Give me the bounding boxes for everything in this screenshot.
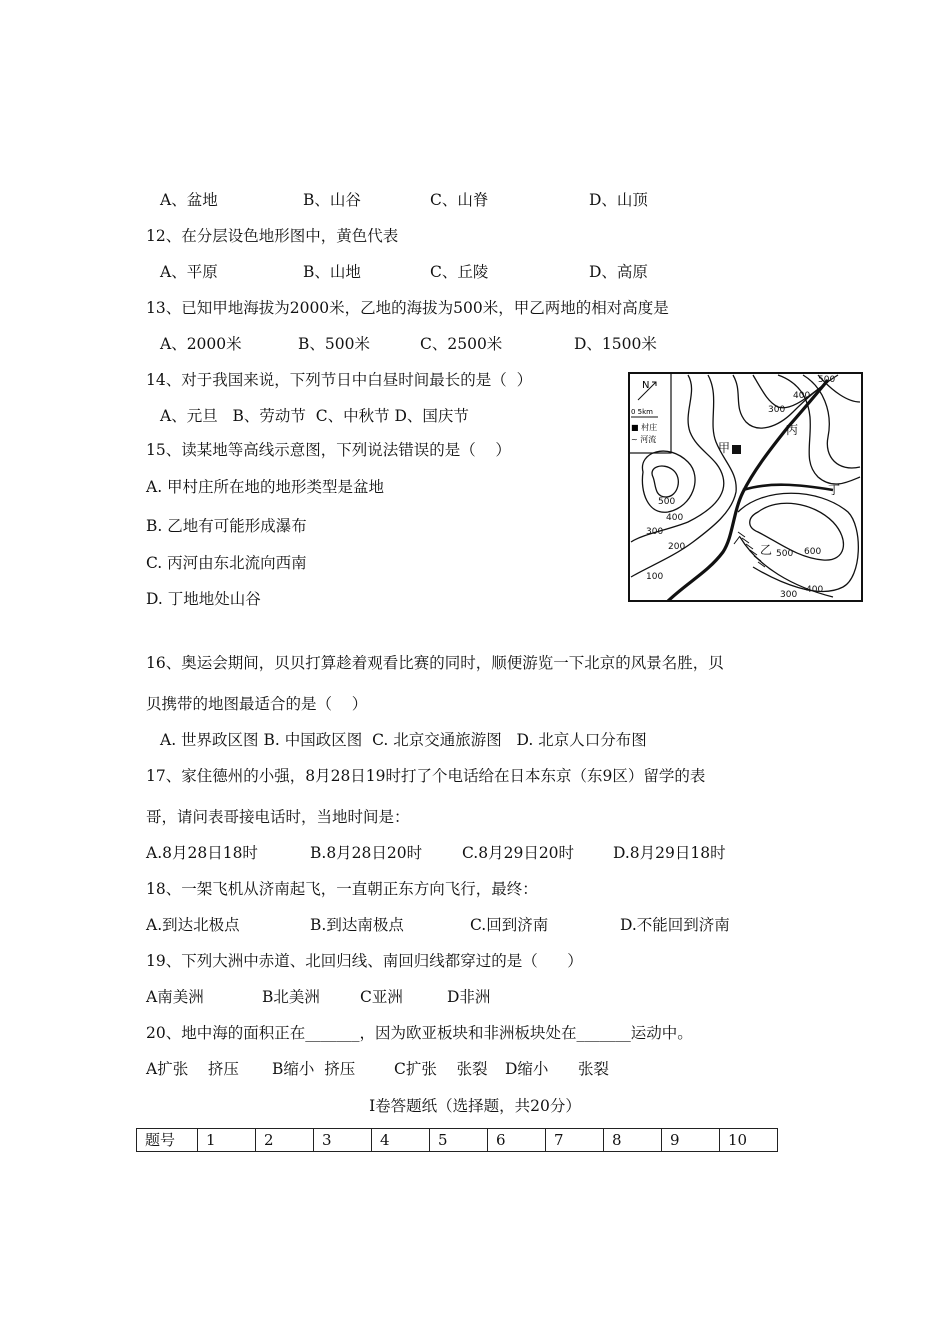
answer-cell[interactable]: 1	[198, 1129, 256, 1152]
q14-options: A、元旦 B、劳动节 C、中秋节 D、国庆节	[160, 407, 469, 425]
q12-option-d: D、高原	[589, 263, 648, 281]
q20-option-b: B缩小 挤压	[272, 1060, 356, 1078]
answer-cell[interactable]: 6	[488, 1129, 546, 1152]
contour-label: 500	[776, 549, 794, 559]
q15-option-c: C. 丙河由东北流向西南	[146, 554, 307, 572]
q16-stem-line1: 16、奥运会期间，贝贝打算趁着观看比赛的同时，顺便游览一下北京的风景名胜，贝	[146, 654, 724, 672]
place-ding: 丁	[828, 483, 841, 497]
contour-map	[628, 372, 863, 602]
q15-option-a: A. 甲村庄所在地的地形类型是盆地	[146, 478, 385, 496]
answer-sheet-row	[137, 1129, 778, 1152]
scale-label: 0 5km	[631, 408, 654, 416]
place-jia: 甲	[718, 441, 731, 455]
north-label: N	[642, 380, 650, 391]
q19-option-b: B北美洲	[262, 988, 320, 1006]
answer-cell[interactable]: 7	[546, 1129, 604, 1152]
contour-label: 100	[646, 572, 664, 582]
q20-option-a: A扩张 挤压	[146, 1060, 239, 1078]
answer-sheet-title: I卷答题纸（选择题，共20分）	[369, 1097, 581, 1115]
q13-option-b: B、500米	[298, 335, 370, 353]
answer-cell[interactable]: 10	[720, 1129, 778, 1152]
answer-sheet-table	[136, 1128, 778, 1152]
legend-river: ~ 河流	[631, 435, 657, 444]
q11-option-a: A、盆地	[160, 191, 218, 209]
contour-label: 500	[818, 375, 836, 385]
q19-option-d: D非洲	[447, 988, 491, 1006]
q19-option-c: C亚洲	[360, 988, 403, 1006]
q12-option-b: B、山地	[303, 263, 361, 281]
contour-label: 300	[646, 527, 664, 537]
village-marker-icon	[732, 445, 741, 454]
q18-option-b: B.到达南极点	[310, 916, 404, 934]
q16-stem-line2: 贝携带的地图最适合的是（ ）	[146, 695, 368, 713]
q17-stem-line1: 17、家住德州的小强，8月28日19时打了个电话给在日本东京（东9区）留学的表	[146, 767, 706, 785]
q18-option-d: D.不能回到济南	[620, 916, 730, 934]
q20-stem: 20、地中海的面积正在_______，因为欧亚板块和非洲板块处在_______运动中。	[146, 1024, 693, 1042]
q19-option-a: A南美洲	[146, 988, 204, 1006]
contour-label: 400	[666, 513, 684, 523]
answer-cell[interactable]: 2	[256, 1129, 314, 1152]
contour-label: 400	[806, 585, 824, 595]
contour-label: 300	[780, 590, 798, 600]
q11-option-c: C、山脊	[430, 191, 489, 209]
contour-label: 200	[668, 542, 686, 552]
answer-cell[interactable]: 5	[430, 1129, 488, 1152]
contour-label: 600	[804, 547, 822, 557]
answer-cell[interactable]: 4	[372, 1129, 430, 1152]
q19-stem: 19、下列大洲中赤道、北回归线、南回归线都穿过的是（ ）	[146, 952, 583, 970]
q12-stem: 12、在分层设色地形图中，黄色代表	[146, 227, 399, 245]
contour-label: 400	[793, 391, 811, 401]
q13-option-a: A、2000米	[160, 335, 242, 353]
q17-option-a: A.8月28日18时	[146, 844, 258, 862]
q17-stem-line2: 哥，请问表哥接电话时，当地时间是：	[146, 808, 410, 826]
contour-label: 500	[658, 497, 676, 507]
q20-option-d: D缩小 张裂	[505, 1060, 609, 1078]
answer-cell[interactable]: 9	[662, 1129, 720, 1152]
q16-options: A. 世界政区图 B. 中国政区图 C. 北京交通旅游图 D. 北京人口分布图	[160, 731, 647, 749]
place-bing: 丙	[786, 423, 799, 437]
q11-option-d: D、山顶	[589, 191, 648, 209]
q17-option-c: C.8月29日20时	[462, 844, 575, 862]
q13-stem: 13、已知甲地海拔为2000米，乙地的海拔为500米，甲乙两地的相对高度是	[146, 299, 669, 317]
q20-option-c: C扩张 张裂	[394, 1060, 488, 1078]
q13-option-c: C、2500米	[420, 335, 503, 353]
q14-stem: 14、对于我国来说，下列节日中白昼时间最长的是（ ）	[146, 371, 533, 389]
q13-option-d: D、1500米	[574, 335, 657, 353]
q17-option-b: B.8月28日20时	[310, 844, 423, 862]
q11-option-b: B、山谷	[303, 191, 361, 209]
q18-stem: 18、一架飞机从济南起飞，一直朝正东方向飞行，最终：	[146, 880, 538, 898]
q12-option-a: A、平原	[160, 263, 218, 281]
answer-header-cell: 题号	[137, 1129, 198, 1152]
q18-option-c: C.回到济南	[470, 916, 549, 934]
place-yi: 乙	[760, 543, 773, 557]
contour-label: 300	[768, 405, 786, 415]
answer-cell[interactable]: 8	[604, 1129, 662, 1152]
q15-stem: 15、读某地等高线示意图，下列说法错误的是（ ）	[146, 441, 511, 459]
answer-cell[interactable]: 3	[314, 1129, 372, 1152]
q18-option-a: A.到达北极点	[146, 916, 240, 934]
q15-option-d: D. 丁地地处山谷	[146, 590, 261, 608]
q17-option-d: D.8月29日18时	[613, 844, 726, 862]
q15-option-b: B. 乙地有可能形成瀑布	[146, 517, 307, 535]
q12-option-c: C、丘陵	[430, 263, 489, 281]
legend-village: ■ 村庄	[631, 423, 658, 432]
